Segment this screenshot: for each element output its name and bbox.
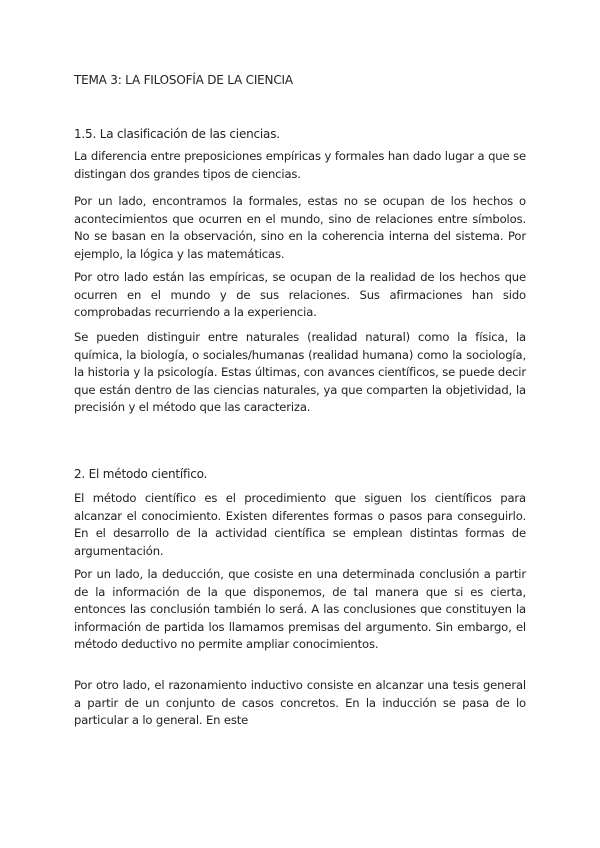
- paragraph-6: Por un lado, la deducción, que cosiste en una determinada conclusión a partir de la información de la que disponemos, de tal manera que si es cierta, entonces las conclusión también lo será. A las conclusiones que constituyen la información de partida los llamamos premisas del argumento. Sin embargo, el método deductivo no permite ampliar conocimientos.: [74, 567, 526, 652]
- paragraph-7: Por otro lado, el razonamiento inductivo consiste en alcanzar una tesis general a partir de un conjunto de casos concretos. En la inducción se pasa de lo particular a lo general. En este: [74, 678, 526, 728]
- paragraph-3: Por otro lado están las empíricas, se ocupan de la realidad de los hechos que ocurren en el mundo y de sus relaciones. Sus afirmaciones han sido comprobadas recurriendo a la experiencia.: [74, 270, 526, 320]
- paragraph-5: El método científico es el procedimiento que siguen los científicos para alcanzar el conocimiento. Existen diferentes formas o pasos para conseguirlo. En el desarrollo de la actividad científica se emplean distintas formas de argumentación.: [74, 491, 526, 558]
- section-heading-classification: 1.5. La clasificación de las ciencias.: [74, 127, 280, 141]
- section-heading-scientific-method: 2. El método científico.: [74, 467, 208, 481]
- paragraph-2: Por un lado, encontramos la formales, estas no se ocupan de los hechos o acontecimientos que ocurren en el mundo, sino de relaciones entre símbolos. No se basan en la observación, sino en la coherencia interna del sistema. Por ejemplo, la lógica y las matemáticas.: [74, 194, 526, 261]
- paragraph-1: La diferencia entre preposiciones empíricas y formales han dado lugar a que se distingan dos grandes tipos de ciencias.: [74, 149, 526, 181]
- paragraph-4: Se pueden distinguir entre naturales (realidad natural) como la física, la química, la biología, o sociales/humanas (realidad humana) como la sociología, la historia y la psicología. Estas últimas, con avances científicos, se puede decir que están dentro de las ciencias naturales, ya que comparten la objetividad, la precisión y el método que las caracteriza.: [74, 330, 526, 415]
- document-title: TEMA 3: LA FILOSOFÍA DE LA CIENCIA: [74, 73, 293, 87]
